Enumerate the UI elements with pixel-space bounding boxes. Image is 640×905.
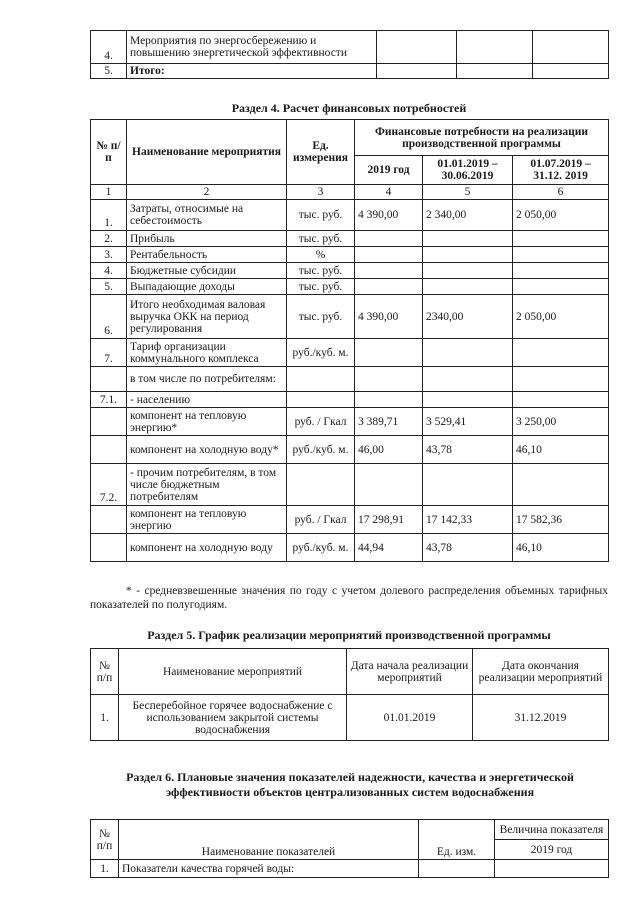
- row-number: [91, 408, 127, 436]
- row-name: Прибыль: [127, 231, 287, 247]
- table-row: [91, 279, 609, 295]
- header-financial-needs: Финансовые потребности на реализации производственной программы: [355, 120, 609, 156]
- row-number: [91, 436, 127, 464]
- header-year: 2019 год: [355, 156, 423, 185]
- row-half2-value: [513, 263, 609, 279]
- row-half1-value: [423, 392, 513, 408]
- row-name: в том числе по потребителям:: [127, 367, 287, 392]
- row-number: 7.1.: [91, 392, 127, 408]
- row-half1-value: [423, 279, 513, 295]
- row-half2-value: 46,10: [513, 534, 609, 562]
- header-half1: 01.01.2019 – 30.06.2019: [423, 156, 513, 185]
- row-half2-value: [513, 339, 609, 367]
- row-half1-value: [423, 231, 513, 247]
- row-unit: руб. / Гкал: [287, 408, 355, 436]
- col-number: 1: [91, 185, 127, 200]
- row-unit: руб./куб. м.: [287, 339, 355, 367]
- row-name: компонент на холодную воду: [127, 534, 287, 562]
- row-year-value: [355, 464, 423, 506]
- row-name: Бюджетные субсидии: [127, 263, 287, 279]
- row-half2-value: [513, 367, 609, 392]
- row-name: Мероприятия по энергосбережению и повышению энергетической эффективности: [127, 31, 377, 64]
- row-half1-value: 2340,00: [423, 295, 513, 339]
- row-name: - прочим потребителям, в том числе бюджетным потребителям: [127, 464, 287, 506]
- table-row: [91, 695, 609, 741]
- row-unit: [287, 367, 355, 392]
- row-half1-value: [423, 339, 513, 367]
- row-year-value: 4 390,00: [355, 200, 423, 231]
- table-row: [91, 64, 609, 79]
- row-year-value: [355, 339, 423, 367]
- row-unit: [287, 392, 355, 408]
- top-table: [90, 30, 609, 79]
- row-half1-value: [423, 464, 513, 506]
- row-year-value: [355, 367, 423, 392]
- row-number: 3.: [91, 247, 127, 263]
- header-number: № п/п: [91, 820, 119, 860]
- header-name: Наименование мероприятия: [127, 120, 287, 185]
- row-year-value: [355, 263, 423, 279]
- row-year-value: [355, 247, 423, 263]
- schedule-table: [90, 648, 609, 741]
- row-number: 2.: [91, 231, 127, 247]
- row-name: - населению: [127, 392, 287, 408]
- table-row: [91, 464, 609, 506]
- table-row: [91, 860, 609, 878]
- row-half1-value: 43,78: [423, 534, 513, 562]
- row-half1-value: 3 529,41: [423, 408, 513, 436]
- row-year-value: [355, 279, 423, 295]
- financial-needs-table: [90, 119, 609, 562]
- section-6-title: Раздел 6. Плановые значения показателей надежности, качества и энергетической эффективности объектов централизованных систем водоснабжения: [126, 770, 574, 799]
- table-row: [91, 436, 609, 464]
- row-half2-value: [513, 392, 609, 408]
- row-end-date: 31.12.2019: [473, 695, 609, 741]
- row-name: Бесперебойное горячее водоснабжение с использованием закрытой системы водоснабжения: [119, 695, 347, 741]
- row-name: Рентабельность: [127, 247, 287, 263]
- row-unit: тыс. руб.: [287, 279, 355, 295]
- table-row: [91, 367, 609, 392]
- row-unit: [287, 464, 355, 506]
- col-number: 6: [513, 185, 609, 200]
- row-year-value: 44,94: [355, 534, 423, 562]
- row-half1-value: 2 340,00: [423, 200, 513, 231]
- table-row: [91, 263, 609, 279]
- empty-cell: [533, 64, 609, 79]
- row-unit: тыс. руб.: [287, 200, 355, 231]
- row-half2-value: [513, 247, 609, 263]
- row-unit: %: [287, 247, 355, 263]
- row-unit: тыс. руб.: [287, 263, 355, 279]
- row-number: 1.: [91, 860, 119, 878]
- row-half2-value: 3 250,00: [513, 408, 609, 436]
- empty-cell: [495, 860, 609, 878]
- row-name: Затраты, относимые на себестоимость: [127, 200, 287, 231]
- row-year-value: [355, 231, 423, 247]
- header-year: 2019 год: [495, 840, 609, 860]
- empty-cell: [533, 31, 609, 64]
- table-row: [91, 295, 609, 339]
- section-5-title: Раздел 5. График реализации мероприятий производственной программы: [147, 628, 551, 642]
- row-name: компонент на холодную воду*: [127, 436, 287, 464]
- row-half1-value: 17 142,33: [423, 506, 513, 534]
- row-name: Тариф организации коммунального комплекса: [127, 339, 287, 367]
- empty-cell: [419, 860, 495, 878]
- row-half2-value: [513, 231, 609, 247]
- row-half2-value: [513, 279, 609, 295]
- row-number: [91, 534, 127, 562]
- row-year-value: 3 389,71: [355, 408, 423, 436]
- header-end-date: Дата окончания реализации мероприятий: [473, 649, 609, 695]
- row-year-value: [355, 392, 423, 408]
- table-row: [91, 231, 609, 247]
- row-name: Выпадающие доходы: [127, 279, 287, 295]
- row-number: 6.: [91, 295, 127, 339]
- row-number: 1.: [91, 695, 119, 741]
- col-number: 2: [127, 185, 287, 200]
- row-half1-value: [423, 247, 513, 263]
- col-number: 5: [423, 185, 513, 200]
- row-unit: руб./куб. м.: [287, 436, 355, 464]
- row-year-value: 4 390,00: [355, 295, 423, 339]
- row-start-date: 01.01.2019: [347, 695, 473, 741]
- empty-cell: [377, 31, 457, 64]
- table-row: [91, 200, 609, 231]
- table-row: [91, 392, 609, 408]
- row-unit: тыс. руб.: [287, 295, 355, 339]
- row-half1-value: [423, 367, 513, 392]
- table-row: [91, 247, 609, 263]
- col-number: 4: [355, 185, 423, 200]
- header-unit: Ед. изм.: [419, 820, 495, 860]
- row-half1-value: 43,78: [423, 436, 513, 464]
- section-4-title: Раздел 4. Расчет финансовых потребностей: [231, 101, 467, 115]
- header-name: Наименование показателей: [119, 820, 419, 860]
- empty-cell: [457, 31, 533, 64]
- header-number: № п/п: [91, 120, 127, 185]
- row-half2-value: [513, 464, 609, 506]
- row-number: 5.: [91, 279, 127, 295]
- empty-cell: [457, 64, 533, 79]
- table-row: [91, 534, 609, 562]
- header-start-date: Дата начала реализации мероприятий: [347, 649, 473, 695]
- row-name: компонент на тепловую энергию: [127, 506, 287, 534]
- row-name: Итого необходимая валовая выручка ОКК на период регулирования: [127, 295, 287, 339]
- row-number: 7.: [91, 339, 127, 367]
- row-half1-value: [423, 263, 513, 279]
- row-half2-value: 17 582,36: [513, 506, 609, 534]
- header-name: Наименование мероприятий: [119, 649, 347, 695]
- row-number: 4.: [91, 263, 127, 279]
- row-year-value: 46,00: [355, 436, 423, 464]
- table-row: [91, 339, 609, 367]
- row-half2-value: 2 050,00: [513, 200, 609, 231]
- row-half2-value: 2 050,00: [513, 295, 609, 339]
- header-half2: 01.07.2019 – 31.12. 2019: [513, 156, 609, 185]
- table-row: [91, 31, 609, 64]
- row-number: 1.: [91, 200, 127, 231]
- row-name: Показатели качества горячей воды:: [119, 860, 419, 878]
- row-number: 4.: [91, 31, 127, 64]
- row-year-value: 17 298,91: [355, 506, 423, 534]
- total-label: Итого:: [127, 64, 377, 79]
- header-number: № п/п: [91, 649, 119, 695]
- row-unit: тыс. руб.: [287, 231, 355, 247]
- row-name: компонент на тепловую энергию*: [127, 408, 287, 436]
- row-number: [91, 367, 127, 392]
- row-number: 7.2.: [91, 464, 127, 506]
- col-number: 3: [287, 185, 355, 200]
- row-number: 5.: [91, 64, 127, 79]
- row-unit: руб. / Гкал: [287, 506, 355, 534]
- row-half2-value: 46,10: [513, 436, 609, 464]
- row-unit: руб./куб. м.: [287, 534, 355, 562]
- indicators-table: [90, 819, 609, 878]
- row-number: [91, 506, 127, 534]
- table-row: [91, 506, 609, 534]
- table-row: [91, 408, 609, 436]
- header-value: Величина показателя: [495, 820, 609, 840]
- footnote: * - средневзвешенные значения по году с учетом долевого распределения объемных тарифных показателей по полугодиям.: [90, 585, 608, 611]
- header-unit: Ед. измерения: [287, 120, 355, 185]
- empty-cell: [377, 64, 457, 79]
